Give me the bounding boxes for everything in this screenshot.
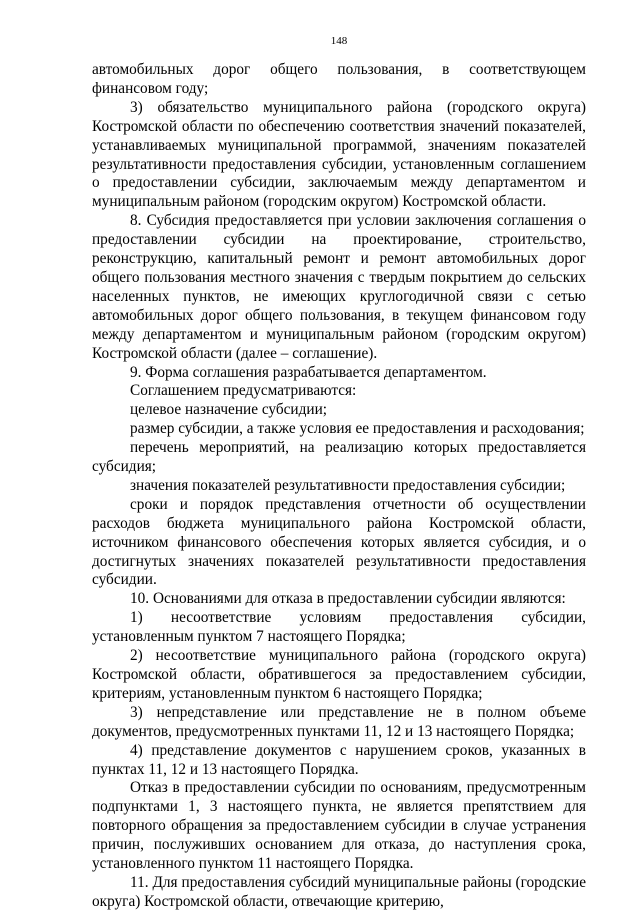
paragraph-14: 4) представление документов с нарушением сроков, указанных в пунктах 11, 12 и 13 настоящего Порядка. — [92, 741, 586, 778]
paragraph-12: 2) несоответствие муниципального района (городского округа) Костромской области, обратившегося за предоставлением субсидии, критериям, установленным пунктом 6 настоящего Порядка; — [92, 647, 586, 702]
paragraph-7: перечень мероприятий, на реализацию которых предоставляется субсидия; — [92, 439, 586, 476]
paragraph-11: 1) несоответствие условиям предоставления субсидии, установленным пунктом 7 настоящего Порядка; — [92, 609, 586, 646]
paragraph-1: 3) обязательство муниципального района (городского округа) Костромской области по обеспечению соответствия значений показателей, устанавливаемых муниципальной программой, значениям показателей результативности предоставления субсидии, установленным соглашением о предоставлении субсидии, заключаемым между департаментом и муниципальным районом (городским округом) Костромской области. — [92, 98, 586, 211]
paragraph-16: 11. Для предоставления субсидий муниципальные районы (городские округа) Костромской области, отвечающие критерию, — [92, 873, 586, 910]
document-body — [92, 61, 586, 912]
paragraph-4: Соглашением предусматриваются: — [130, 382, 357, 400]
paragraph-13: 3) непредставление или представление не в полном объеме документов, предусмотренных пунктами 11, 12 и 13 настоящего Порядка; — [92, 703, 586, 740]
paragraph-3: 9. Форма соглашения разрабатывается департаментом. — [130, 363, 487, 381]
paragraph-15: Отказ в предоставлении субсидии по основаниям, предусмотренным подпунктами 1, 3 настоящего пункта, не является препятствием для повторного обращения за предоставлением субсидии в случае устранения причин, послуживших основанием для отказа, до наступления срока, установленного пунктом 11 настоящего Порядка. — [92, 779, 586, 873]
paragraph-6: размер субсидии, а также условия ее предоставления и расходования; — [130, 420, 585, 438]
paragraph-8: значения показателей результативности предоставления субсидии; — [130, 476, 566, 494]
page-number: 148 — [330, 35, 348, 47]
paragraph-0: автомобильных дорог общего пользования, в соответствующем финансовом году; — [92, 61, 586, 97]
paragraph-10: 10. Основаниями для отказа в предоставлении субсидии являются: — [130, 590, 566, 608]
paragraph-5: целевое назначение субсидии; — [130, 401, 328, 419]
paragraph-2: 8. Субсидия предоставляется при условии заключения соглашения о предоставлении субсидии на проектирование, строительство, реконструкцию, капитальный ремонт и ремонт автомобильных дорог общего пользования местного значения с твердым покрытием до сельских населенных пунктов, не имеющих круглогодичной связи с сетью автомобильных дорог общего пользования, в текущем финансовом году между департаментом и муниципальным районом (городским округом) Костромской области (далее – соглашение). — [92, 212, 586, 362]
paragraph-9: сроки и порядок представления отчетности об осуществлении расходов бюджета муниципального района Костромской области, источником финансового обеспечения которых является субсидия, и о достигнутых значениях показателей результативности предоставления субсидии. — [92, 495, 586, 589]
